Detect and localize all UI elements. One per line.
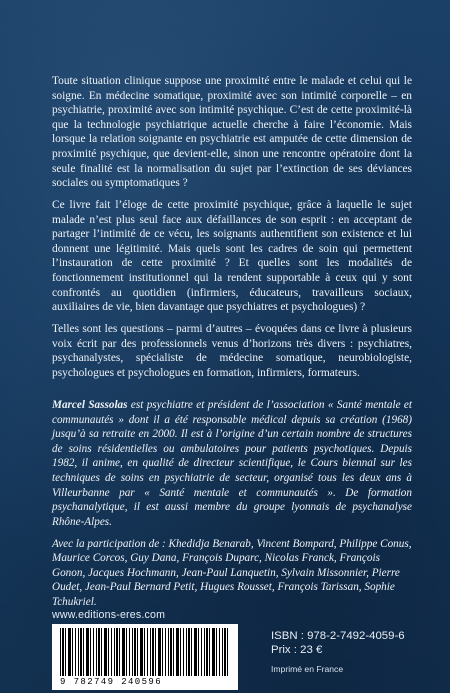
praise-paragraph: Ce livre fait l’éloge de cette proximité psychique, grâce à laquelle le sujet malade n’est plus seul face aux défaillances de son esprit : en acceptant de partager l’intimité de ce vécu, les soignants authentifient son existence et lui donnent une légitimité. Mais quels sont les cadres de soin qui permettent l’instauration de cette proximité ? Et quelles sont les modalités de fonctionnement institutionnel qui la rendent supportable à ceux qui y sont confrontés au quotidien (infirmiers, éducateurs, travailleurs sociaux, auxiliaires de vie, bien davantage que psychiatres et psychologues) ?: [52, 199, 412, 314]
questions-paragraph: Telles sont les questions – parmi d’autres – évoquées dans ce livre à plusieurs voix écrit par des professionnels venus d’horizons très divers : psychiatres, psychanalystes, spécialiste de médecine somatique, neurobiologiste, psychologues et psychologues en formation, infirmiers, formateurs.: [52, 323, 412, 379]
isbn: ISBN : 978-2-7492-4059-6: [271, 630, 405, 642]
author-bio: [52, 398, 412, 529]
author-bio-text: est psychiatre et président de l’association « Santé mentale et communautés » dont il a été responsable médical depuis sa création (1968) jusqu’à sa retraite en 2000. Il est à l’origine d’un certain nombre de structures de soins résidentielles ou ambulatoires pour patients psychotiques. Depuis 1982, il anime, en qualité de directeur scientifique, le Cours biennal sur les techniques de soins en psychiatrie de secteur, organisé tous les deux ans à Villeurbanne par « Santé mentale et communautés ». De formation psychanalytique, il est aussi membre du groupe lyonnais de psychanalyse Rhône-Alpes.: [52, 399, 412, 528]
barcode-bars: [60, 628, 230, 676]
contributors-list: Avec la participation de : Khedidja Benarab, Vincent Bompard, Philippe Conus, Maurice Corcos, Guy Dana, François Duparc, Nicolas Franck, François Gonon, Jacques Hochmann, Jean-Paul Lanquetin, Sylvain Missonnier, Pierre Oudet, Jean-Paul Bernard Petit, Hugues Rousset, François Tarissan, Sophie Tchukriel.: [52, 538, 412, 608]
barcode: [52, 624, 238, 690]
price: Prix : 23 €: [271, 644, 323, 656]
intro-paragraph: Toute situation clinique suppose une proximité entre le malade et celui qui le soigne. En médecine somatique, proximité avec son intimité corporelle – en psychiatrie, proximité avec son intimité psychique. C’est de cette proximité-là que la technologie psychiatrique actuelle cherche à faire l’économie. Mais lorsque la relation soignante en psychiatrie est amputée de cette dimension de proximité psychique, que devient-elle, sinon une rencontre opératoire dont la seule finalité est la normalisation du sujet par l’extinction de ses déviances sociales ou symptomatiques ?: [52, 75, 412, 190]
barcode-digits: 9 782749 240596: [60, 677, 163, 687]
printed-in: Imprimé en France: [271, 664, 344, 674]
author-name: Marcel Sassolas: [52, 399, 128, 411]
publisher-website: www.editions-eres.com: [52, 609, 166, 621]
